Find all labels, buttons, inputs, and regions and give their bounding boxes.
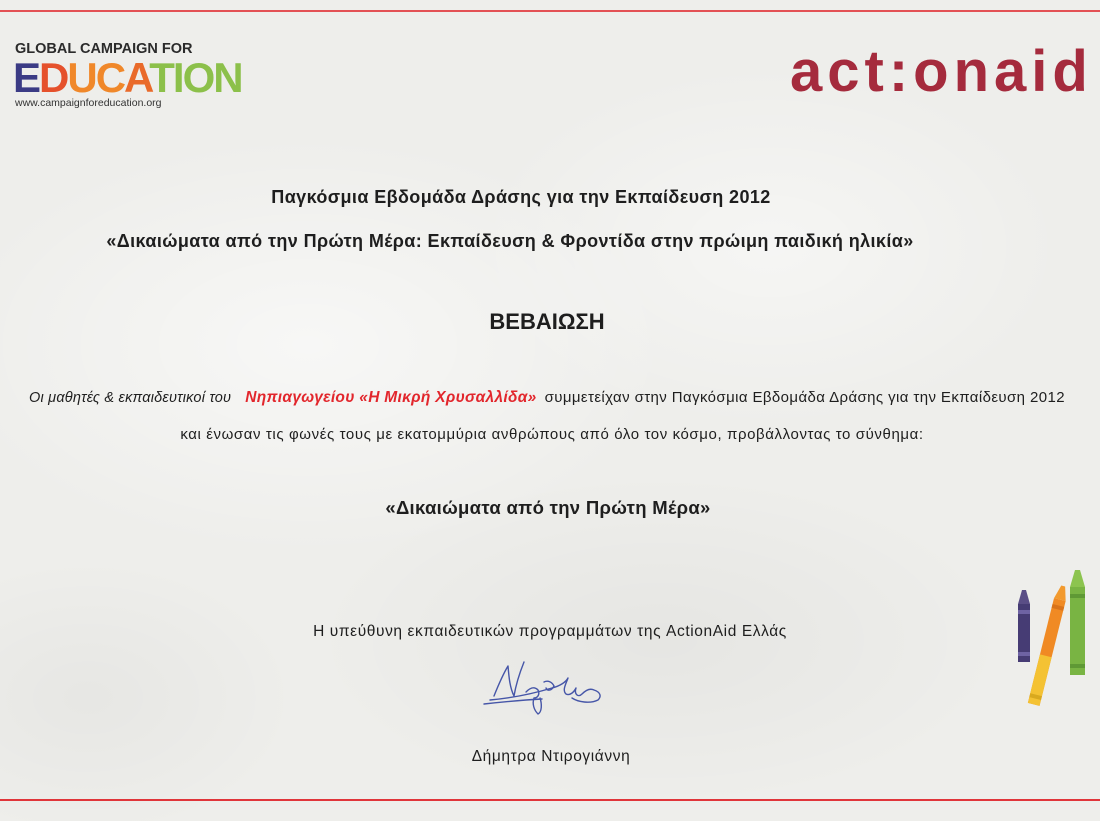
school-name: Νηπιαγωγείου «Η Μικρή Χρυσαλλίδα» [245,389,537,406]
signature [482,652,610,718]
gce-logo-letter: O [182,54,214,101]
crayon-orange [1028,585,1069,706]
gce-logo-letter: N [213,54,242,101]
participants-intro: Οι μαθητές & εκπαιδευτικοί του [29,390,232,406]
gce-logo-wordmark [13,54,242,101]
top-red-rule [0,10,1100,12]
event-title: Παγκόσμια Εβδομάδα Δράσης για την Εκπαίδευση 2012 [271,187,771,207]
gce-logo-letter: I [172,54,183,101]
gce-logo-letter: C [95,54,125,101]
gce-logo-letter: A [124,54,150,101]
certificate-body-line-2: και ένωσαν τις φωνές τους με εκατομμύρια ανθρώπους από όλο τον κόσμο, προβάλλοντας το σύνθημα: [180,426,924,443]
gce-logo-tagline: GLOBAL CAMPAIGN FOR [15,41,193,57]
slogan: «Δικαιώματα από την Πρώτη Μέρα» [385,497,711,518]
signature-strokes [484,662,600,714]
participation-statement: συμμετείχαν στην Παγκόσμια Εβδομάδα Δράσης για την Εκπαίδευση 2012 [544,389,1065,406]
certificate-body-line-1 [0,388,1100,408]
gce-logo-letter: U [67,54,96,101]
gce-logo-letter: D [39,54,68,101]
event-theme-subtitle: «Δικαιώματα από την Πρώτη Μέρα: Εκπαίδευση & Φροντίδα στην πρώιμη παιδική ηλικία» [106,231,914,251]
bottom-red-rule [0,799,1100,801]
crayon-green [1070,570,1085,675]
actionaid-logo: act:onaid [790,39,1093,104]
gce-logo-letter: T [149,54,173,101]
signatory-name: Δήμητρα Ντιρογιάννη [471,748,631,765]
crayon-purple [1018,590,1030,662]
crayons-illustration [1005,560,1095,735]
certificate-heading: ΒΕΒΑΙΩΣΗ [489,309,605,334]
gce-logo-url: www.campaignforeducation.org [15,97,162,109]
signatory-role: Η υπεύθυνη εκπαιδευτικών προγραμμάτων της ActionAid Ελλάς [313,623,787,640]
gce-logo-letter: E [13,54,40,101]
